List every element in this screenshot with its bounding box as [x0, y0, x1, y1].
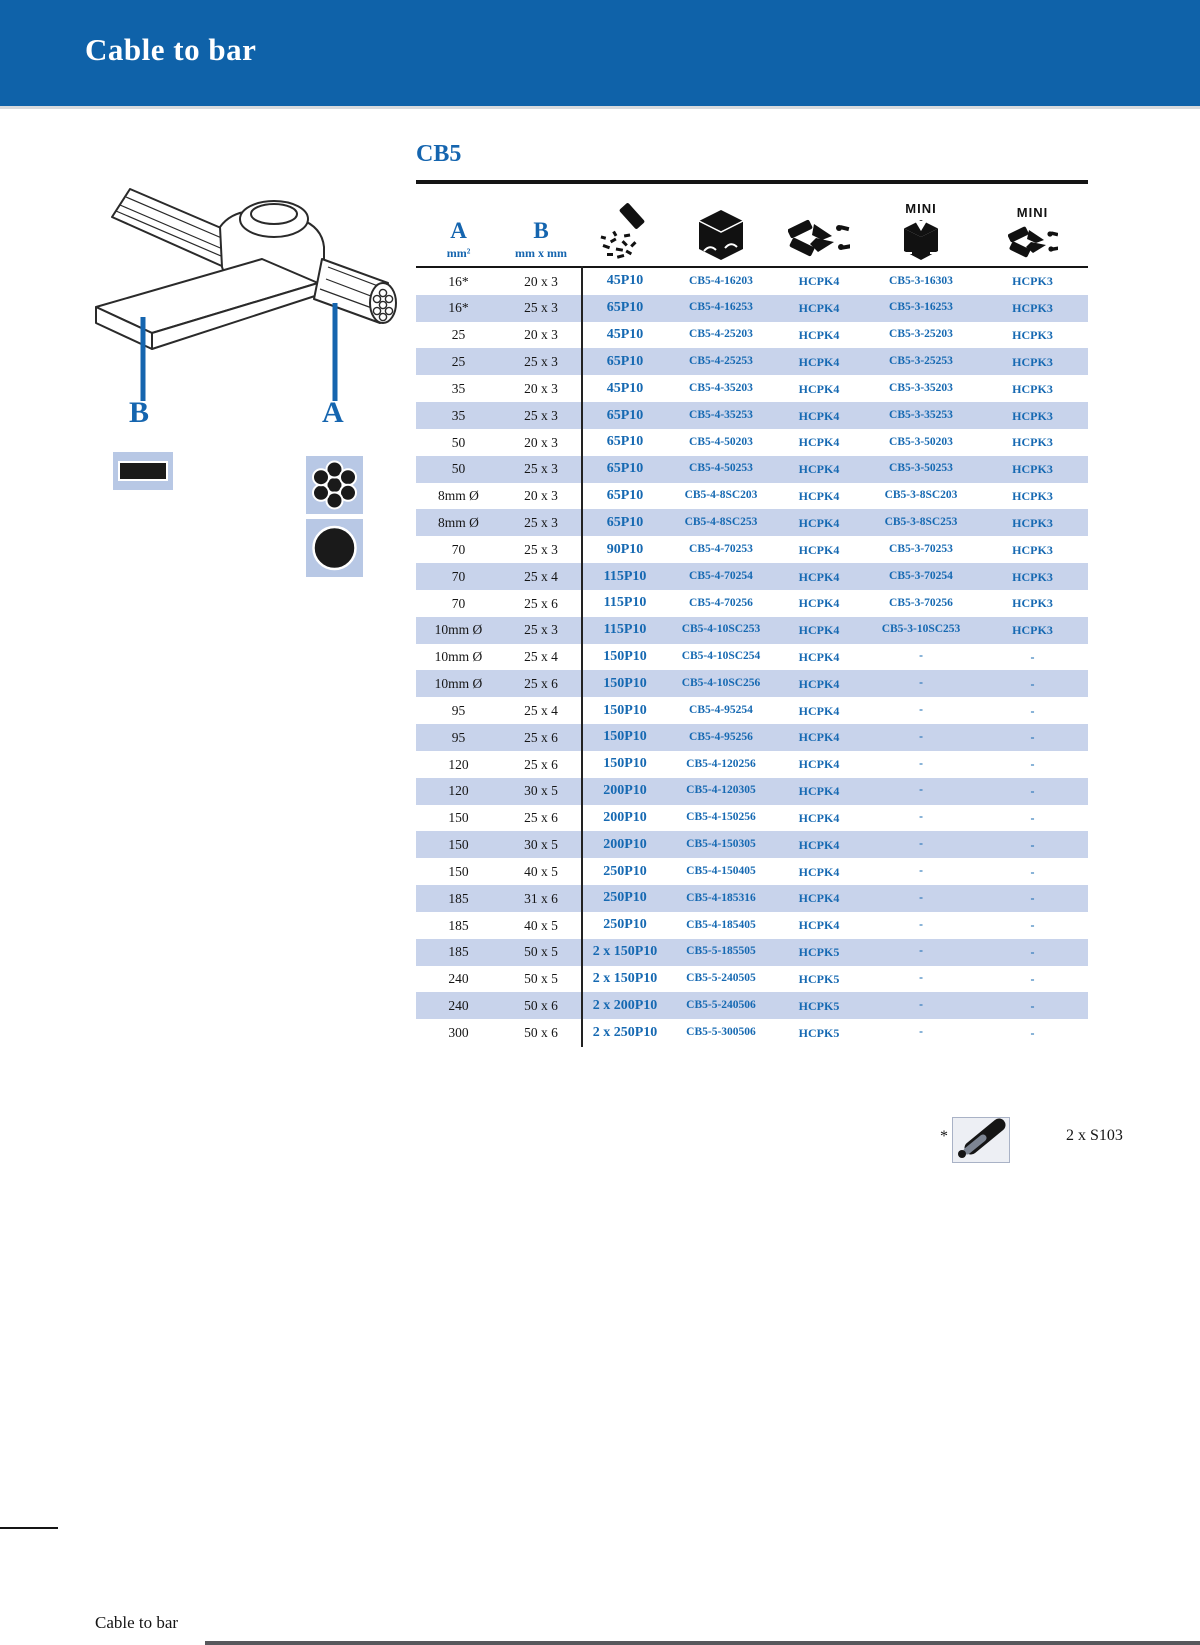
cell-cb53: CB5-3-25253: [889, 355, 953, 368]
cell-cb53: -: [919, 918, 923, 931]
cell-b: 25 x 3: [524, 354, 558, 370]
cell-p10: 200P10: [603, 783, 647, 799]
cell-p10: 250P10: [603, 917, 647, 933]
cell-p10: 65P10: [606, 488, 644, 504]
cell-cb53: CB5-3-35253: [889, 408, 953, 421]
cell-a: 25: [451, 327, 466, 343]
cell-p10: 65P10: [606, 461, 644, 477]
cell-p10: 65P10: [606, 514, 644, 530]
cell-hcpk4: HCPK4: [798, 542, 840, 557]
cell-b: 50 x 6: [524, 1024, 558, 1040]
table-row: [416, 617, 1088, 644]
cell-hcpk3: -: [1030, 918, 1035, 933]
cell-cb53: -: [919, 784, 923, 797]
cell-cb53: -: [919, 703, 923, 716]
table-row: [416, 429, 1088, 456]
cell-cb54: CB5-4-8SC203: [684, 489, 758, 502]
cell-hcpk3: HCPK3: [1012, 515, 1053, 530]
cell-b: 25 x 6: [524, 810, 558, 826]
cell-p10: 200P10: [603, 809, 647, 825]
cell-cb54: CB5-4-185316: [686, 891, 756, 904]
cell-a: 185: [448, 944, 469, 960]
footnote-marker: *: [940, 1128, 948, 1145]
cell-a: 120: [448, 783, 469, 799]
cell-hcpk3: HCPK3: [1012, 623, 1053, 638]
cell-cb54: CB5-4-150305: [686, 838, 756, 851]
cell-cb54: CB5-4-120305: [686, 784, 756, 797]
cell-hcpk3: -: [1030, 998, 1035, 1013]
column-b-unit: mm x mm: [515, 246, 567, 260]
table-row: [416, 509, 1088, 536]
cell-b: 25 x 3: [524, 407, 558, 423]
cell-hcpk4: HCPK5: [798, 998, 840, 1013]
cell-cb53: CB5-3-50253: [889, 462, 953, 475]
cell-hcpk3: -: [1030, 784, 1035, 799]
cell-cb54: CB5-5-185505: [686, 945, 756, 958]
cell-hcpk3: HCPK3: [1012, 462, 1053, 477]
cell-p10: 2 x 150P10: [592, 970, 658, 986]
bottom-edge-strip: [205, 1641, 1200, 1645]
cell-hcpk4: HCPK4: [798, 381, 840, 396]
cell-hcpk3: -: [1030, 650, 1035, 664]
cell-hcpk3: -: [1030, 810, 1035, 825]
table-row: [416, 939, 1088, 966]
cell-hcpk3: HCPK3: [1012, 381, 1053, 396]
table-row: [416, 1019, 1088, 1046]
cell-hcpk3: HCPK3: [1012, 542, 1053, 557]
cell-p10: 250P10: [603, 890, 647, 906]
cell-cb53: -: [919, 677, 923, 690]
cell-cb53: -: [919, 999, 923, 1012]
cell-cb53: -: [919, 972, 923, 985]
cell-p10: 150P10: [603, 756, 647, 772]
cell-cb54: CB5-4-70253: [689, 542, 753, 555]
mini-badge: MINI: [1016, 205, 1049, 220]
table-row: [416, 778, 1088, 805]
cell-b: 25 x 3: [524, 622, 558, 638]
table-row: [416, 536, 1088, 563]
cell-b: 40 x 5: [524, 917, 558, 933]
cell-hcpk3: HCPK3: [1012, 301, 1053, 316]
cell-cb54: CB5-4-150405: [686, 864, 756, 877]
cell-hcpk3: -: [1030, 730, 1035, 745]
cell-a: 25: [451, 354, 466, 370]
cell-cb54: CB5-4-10SC254: [681, 650, 761, 663]
cell-hcpk4: HCPK4: [798, 757, 840, 772]
column-header-die-box: [669, 190, 773, 264]
cell-b: 25 x 6: [524, 676, 558, 692]
cell-b: 25 x 6: [524, 756, 558, 772]
cell-b: 31 x 6: [524, 890, 558, 906]
cell-hcpk4: HCPK4: [798, 918, 840, 933]
cell-cb53: CB5-3-25203: [889, 328, 953, 341]
column-header-a: [416, 190, 501, 264]
crimp-tool-icon: [788, 215, 850, 261]
cell-p10: 65P10: [606, 407, 644, 423]
cell-p10: 115P10: [603, 622, 647, 638]
mini-badge: MINI: [905, 201, 937, 216]
cell-b: 25 x 4: [524, 649, 558, 665]
cell-a: 150: [448, 863, 469, 879]
table-row: [416, 563, 1088, 590]
cell-a: 95: [451, 702, 466, 718]
table-vertical-divider: [581, 266, 583, 1047]
cell-cb53: CB5-3-70256: [889, 596, 953, 609]
cell-p10: 150P10: [603, 675, 647, 691]
cell-a: 50: [451, 434, 466, 450]
cell-hcpk4: HCPK4: [798, 515, 840, 530]
cell-cb53: CB5-3-16253: [889, 301, 953, 314]
cell-a: 150: [448, 810, 469, 826]
cell-b: 25 x 6: [524, 729, 558, 745]
cell-p10: 65P10: [606, 434, 644, 450]
cell-b: 50 x 5: [524, 971, 558, 987]
solid-conductor-icon: [306, 519, 363, 577]
cell-p10: 65P10: [606, 353, 644, 369]
cell-b: 20 x 3: [524, 488, 558, 504]
cell-a: 10mm Ø: [434, 622, 483, 638]
left-margin-rule: [0, 1527, 58, 1529]
table-row: [416, 697, 1088, 724]
cell-a: 8mm Ø: [438, 515, 479, 531]
cell-hcpk4: HCPK5: [798, 1025, 840, 1040]
column-header-dies: [581, 190, 669, 264]
table-row: [416, 751, 1088, 778]
cell-b: 30 x 5: [524, 783, 558, 799]
cell-p10: 90P10: [606, 541, 644, 557]
connector-illustration: [70, 155, 400, 410]
cell-hcpk4: HCPK4: [798, 650, 840, 664]
cell-cb54: CB5-4-120256: [686, 757, 756, 770]
cell-hcpk3: HCPK3: [1012, 489, 1053, 504]
table-row: [416, 858, 1088, 885]
column-header-tool: [773, 190, 865, 264]
cell-p10: 2 x 150P10: [592, 944, 658, 960]
cell-hcpk3: -: [1030, 703, 1035, 718]
cell-cb54: CB5-4-25253: [689, 355, 753, 368]
cell-b: 25 x 4: [524, 568, 558, 584]
cell-b: 25 x 3: [524, 541, 558, 557]
cell-p10: 150P10: [603, 702, 647, 718]
table-row: [416, 831, 1088, 858]
cell-b: 25 x 6: [524, 595, 558, 611]
diagram-label-a: A: [322, 396, 344, 429]
cell-hcpk3: -: [1030, 757, 1035, 772]
cell-cb53: CB5-3-35203: [889, 381, 953, 394]
cell-a: 35: [451, 407, 466, 423]
cell-hcpk3: HCPK3: [1012, 569, 1053, 584]
table-row: [416, 992, 1088, 1019]
cell-hcpk3: -: [1030, 864, 1035, 879]
cell-hcpk3: -: [1030, 971, 1035, 986]
mini-crimp-tool-icon: [1008, 223, 1058, 261]
cell-hcpk3: HCPK3: [1012, 435, 1053, 450]
cell-a: 95: [451, 729, 466, 745]
cell-cb53: -: [919, 945, 923, 958]
column-header-mini-tool: [977, 190, 1088, 264]
cell-cb54: CB5-4-70254: [689, 569, 753, 582]
cell-cb53: -: [919, 838, 923, 851]
table-row: [416, 402, 1088, 429]
cell-cb54: CB5-4-35253: [689, 408, 753, 421]
cell-p10: 65P10: [606, 300, 644, 316]
section-rule: [416, 180, 1088, 184]
cell-hcpk4: HCPK4: [798, 462, 840, 477]
cable-photo: [952, 1117, 1010, 1163]
cell-hcpk4: HCPK5: [798, 971, 840, 986]
cell-a: 240: [448, 971, 469, 987]
cell-hcpk3: -: [1030, 891, 1035, 906]
footer-title: Cable to bar: [95, 1613, 179, 1632]
cell-hcpk4: HCPK4: [798, 784, 840, 799]
diagram-label-b: B: [129, 396, 150, 429]
busbar-shape: [118, 461, 168, 481]
page-title: Cable to bar: [85, 32, 257, 67]
busbar-cross-section-icon: [113, 452, 173, 490]
table-row: [416, 322, 1088, 349]
cb5-table-body: [416, 268, 1088, 1046]
cell-cb54: CB5-4-185405: [686, 918, 756, 931]
cell-a: 70: [451, 541, 466, 557]
cell-a: 8mm Ø: [438, 488, 479, 504]
cell-hcpk4: HCPK4: [798, 301, 840, 316]
cell-a: 16*: [448, 300, 469, 316]
cell-hcpk4: HCPK4: [798, 569, 840, 584]
cell-b: 25 x 3: [524, 300, 558, 316]
cell-p10: 115P10: [603, 568, 647, 584]
cell-b: 20 x 3: [524, 327, 558, 343]
cell-p10: 45P10: [606, 380, 644, 396]
cell-b: 50 x 6: [524, 998, 558, 1014]
cell-hcpk3: HCPK3: [1012, 328, 1053, 343]
cell-hcpk4: HCPK4: [798, 596, 840, 611]
cell-hcpk4: HCPK4: [798, 810, 840, 825]
table-row: [416, 375, 1088, 402]
table-row: [416, 295, 1088, 322]
cell-cb54: CB5-4-16253: [689, 301, 753, 314]
cell-hcpk3: HCPK3: [1012, 354, 1053, 369]
cell-cb54: CB5-4-50203: [689, 435, 753, 448]
cell-cb53: CB5-3-50203: [889, 435, 953, 448]
cell-b: 30 x 5: [524, 837, 558, 853]
page-header-banner: [0, 0, 1200, 106]
cell-hcpk4: HCPK5: [798, 945, 840, 960]
cell-a: 300: [448, 1024, 469, 1040]
cell-cb54: CB5-5-240506: [686, 999, 756, 1012]
cell-a: 240: [448, 998, 469, 1014]
column-a-unit: mm²: [446, 246, 471, 260]
cell-cb54: CB5-4-10SC256: [681, 677, 761, 690]
cell-hcpk4: HCPK4: [798, 435, 840, 450]
die-set-box-icon: [698, 209, 744, 261]
column-b-label: B: [533, 218, 549, 243]
cell-p10: 2 x 200P10: [592, 997, 658, 1013]
cell-a: 16*: [448, 273, 469, 289]
mini-die-box-icon: [903, 219, 939, 261]
cell-cb53: -: [919, 650, 923, 663]
cell-a: 10mm Ø: [434, 676, 483, 692]
column-a-label: A: [450, 218, 467, 243]
cell-hcpk4: HCPK4: [798, 676, 840, 691]
table-row: [416, 483, 1088, 510]
cell-b: 50 x 5: [524, 944, 558, 960]
cell-cb53: CB5-3-16303: [889, 274, 953, 287]
cell-hcpk3: -: [1030, 676, 1035, 691]
cell-cb54: CB5-4-10SC253: [681, 623, 761, 636]
column-header-mini-die-box: [865, 190, 977, 264]
cell-hcpk4: HCPK4: [798, 837, 840, 852]
cell-cb53: -: [919, 864, 923, 877]
cell-b: 25 x 3: [524, 461, 558, 477]
cell-a: 35: [451, 380, 466, 396]
cell-cb53: CB5-3-10SC253: [881, 623, 961, 636]
cell-p10: 45P10: [606, 327, 644, 343]
cell-a: 185: [448, 890, 469, 906]
cell-cb54: CB5-4-150256: [686, 811, 756, 824]
cell-hcpk4: HCPK4: [798, 730, 840, 745]
cell-p10: 45P10: [606, 273, 644, 289]
cell-cb54: CB5-4-50253: [689, 462, 753, 475]
cell-p10: 150P10: [603, 649, 647, 664]
cell-cb54: CB5-5-300506: [686, 1025, 756, 1038]
cell-a: 120: [448, 756, 469, 772]
cell-hcpk4: HCPK4: [798, 274, 840, 289]
cell-cb53: -: [919, 811, 923, 824]
cell-hcpk3: -: [1030, 1025, 1035, 1040]
cell-cb54: CB5-4-35203: [689, 381, 753, 394]
cell-hcpk3: -: [1030, 945, 1035, 960]
table-row: [416, 268, 1088, 295]
table-row: [416, 348, 1088, 375]
table-row: [416, 724, 1088, 751]
cell-b: 40 x 5: [524, 863, 558, 879]
cell-p10: 150P10: [603, 729, 647, 745]
cell-b: 20 x 3: [524, 380, 558, 396]
cell-p10: 115P10: [603, 595, 647, 611]
cell-hcpk4: HCPK4: [798, 623, 840, 638]
cell-hcpk3: HCPK3: [1012, 596, 1053, 611]
cell-a: 70: [451, 595, 466, 611]
column-header-b: [501, 190, 581, 264]
cell-cb54: CB5-5-240505: [686, 972, 756, 985]
cell-hcpk4: HCPK4: [798, 408, 840, 423]
table-row: [416, 885, 1088, 912]
table-row: [416, 644, 1088, 671]
table-row: [416, 590, 1088, 617]
cell-p10: 2 x 250P10: [592, 1024, 658, 1040]
cell-hcpk3: -: [1030, 837, 1035, 852]
cell-a: 70: [451, 568, 466, 584]
banner-underline: [0, 106, 1200, 109]
cell-cb53: CB5-3-70253: [889, 542, 953, 555]
table-row: [416, 805, 1088, 832]
cell-cb53: CB5-3-8SC253: [884, 516, 958, 529]
cell-hcpk4: HCPK4: [798, 328, 840, 343]
cell-hcpk4: HCPK4: [798, 703, 840, 718]
cell-a: 50: [451, 461, 466, 477]
cell-cb53: -: [919, 1025, 923, 1038]
table-row: [416, 912, 1088, 939]
table-row: [416, 670, 1088, 697]
footnote-text: 2 x S103: [1066, 1127, 1123, 1144]
cell-b: 25 x 3: [524, 515, 558, 531]
cell-hcpk3: HCPK3: [1012, 408, 1053, 423]
cell-p10: 200P10: [603, 836, 647, 852]
cell-b: 20 x 3: [524, 434, 558, 450]
cell-cb53: -: [919, 891, 923, 904]
cell-cb54: CB5-4-95256: [689, 730, 753, 743]
cell-a: 185: [448, 917, 469, 933]
cell-cb53: -: [919, 730, 923, 743]
cell-cb54: CB5-4-25203: [689, 328, 753, 341]
cell-hcpk4: HCPK4: [798, 864, 840, 879]
section-title: CB5: [416, 141, 462, 167]
cell-cb54: CB5-4-16203: [689, 274, 753, 287]
stranded-conductor-icon: [306, 456, 363, 514]
cb5-table-header: [416, 190, 1088, 264]
table-row: [416, 456, 1088, 483]
cell-hcpk3: HCPK3: [1012, 274, 1053, 289]
cell-cb54: CB5-4-95254: [689, 703, 753, 716]
cell-a: 10mm Ø: [434, 649, 483, 665]
crimp-dies-icon: [600, 203, 650, 261]
cell-hcpk4: HCPK4: [798, 891, 840, 906]
cell-b: 25 x 4: [524, 702, 558, 718]
cell-b: 20 x 3: [524, 273, 558, 289]
cell-cb53: CB5-3-8SC203: [884, 489, 958, 502]
cell-p10: 250P10: [603, 863, 647, 879]
cell-cb54: CB5-4-70256: [689, 596, 753, 609]
cell-hcpk4: HCPK4: [798, 354, 840, 369]
cell-cb53: -: [919, 757, 923, 770]
cell-a: 150: [448, 837, 469, 853]
cell-cb54: CB5-4-8SC253: [684, 516, 758, 529]
cell-cb53: CB5-3-70254: [889, 569, 953, 582]
table-row: [416, 966, 1088, 993]
cell-hcpk4: HCPK4: [798, 489, 840, 504]
